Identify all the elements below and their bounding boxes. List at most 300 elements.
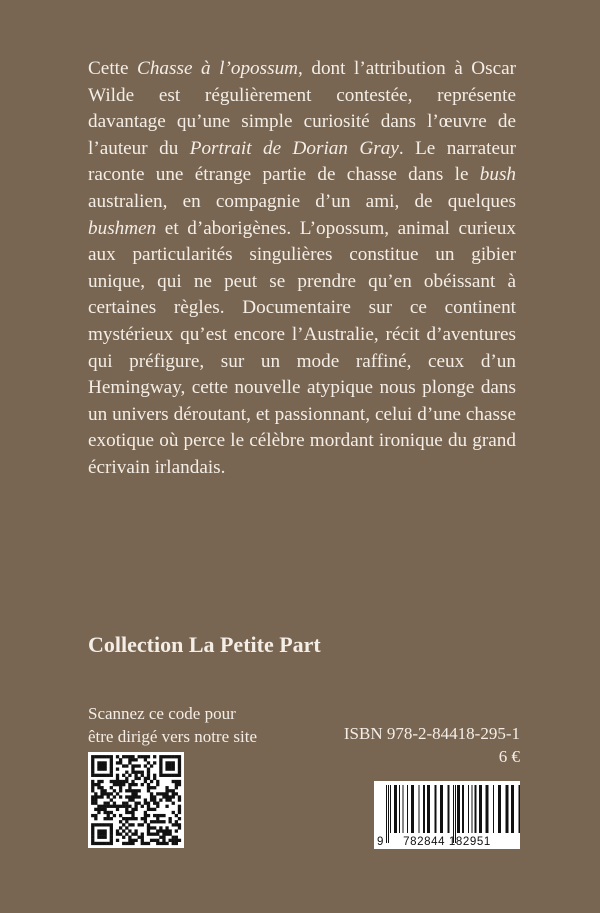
qr-module xyxy=(131,767,134,770)
qr-module xyxy=(110,798,113,801)
qr-module xyxy=(97,829,100,832)
qr-module xyxy=(119,758,122,761)
qr-module xyxy=(100,836,103,839)
qr-module xyxy=(172,774,175,777)
qr-module xyxy=(134,758,137,761)
qr-module xyxy=(91,780,94,783)
qr-module xyxy=(97,774,100,777)
qr-module xyxy=(97,833,100,836)
qr-module xyxy=(91,767,94,770)
qr-module xyxy=(125,817,128,820)
qr-module xyxy=(94,798,97,801)
qr-module xyxy=(125,764,128,767)
qr-module xyxy=(100,761,103,764)
blurb-text: , dont l’attribution à Oscar Wilde est régulièrement contestée, représente davantage qu’une simple curiosité dans l’œuvre de l’auteur du xyxy=(88,58,517,159)
qr-module xyxy=(172,780,175,783)
qr-module xyxy=(153,826,156,829)
qr-module xyxy=(97,836,100,839)
qr-module xyxy=(122,764,125,767)
qr-module xyxy=(175,842,178,845)
qr-module xyxy=(141,833,144,836)
qr-module xyxy=(122,805,125,808)
qr-module xyxy=(94,783,97,786)
qr-module xyxy=(178,758,181,761)
qr-module xyxy=(122,823,125,826)
qr-module xyxy=(175,823,178,826)
qr-module xyxy=(94,817,97,820)
qr-module xyxy=(122,774,125,777)
qr-module xyxy=(116,833,119,836)
qr-module xyxy=(116,792,119,795)
qr-module xyxy=(165,829,168,832)
qr-module xyxy=(144,758,147,761)
qr-module xyxy=(110,755,113,758)
qr-module xyxy=(159,836,162,839)
barcode-bar xyxy=(386,785,387,843)
blurb-text: australien, en compagnie d’un ami, de quelques xyxy=(88,190,516,212)
qr-module xyxy=(150,808,153,811)
qr-module xyxy=(165,798,168,801)
qr-module xyxy=(162,833,165,836)
qr-module xyxy=(94,814,97,817)
qr-module xyxy=(94,808,97,811)
qr-module xyxy=(107,823,110,826)
qr-module xyxy=(169,761,172,764)
qr-module xyxy=(100,792,103,795)
qr-module xyxy=(128,758,131,761)
qr-module xyxy=(134,829,137,832)
qr-module xyxy=(103,764,106,767)
qr-module xyxy=(159,758,162,761)
qr-module xyxy=(97,808,100,811)
qr-module xyxy=(110,764,113,767)
qr-module xyxy=(153,839,156,842)
qr-module xyxy=(103,823,106,826)
qr-module xyxy=(131,783,134,786)
qr-module xyxy=(165,755,168,758)
qr-module xyxy=(131,792,134,795)
qr-module xyxy=(100,795,103,798)
qr-module xyxy=(165,833,168,836)
qr-module xyxy=(169,829,172,832)
qr-module xyxy=(156,820,159,823)
qr-module xyxy=(125,755,128,758)
qr-module xyxy=(138,789,141,792)
back-cover-blurb xyxy=(88,56,516,482)
barcode-bar xyxy=(468,785,469,833)
qr-module xyxy=(91,833,94,836)
qr-module xyxy=(172,761,175,764)
blurb-text: Cette xyxy=(88,58,138,79)
qr-module xyxy=(147,808,150,811)
barcode-bar xyxy=(506,785,509,833)
qr-module xyxy=(122,842,125,845)
barcode-icon xyxy=(374,781,520,849)
qr-module xyxy=(153,755,156,758)
qr-module xyxy=(175,836,178,839)
qr-module xyxy=(97,764,100,767)
qr-module xyxy=(97,767,100,770)
qr-module xyxy=(150,764,153,767)
qr-module xyxy=(172,839,175,842)
qr-module xyxy=(169,839,172,842)
qr-module xyxy=(116,780,119,783)
barcode-bar xyxy=(457,785,460,833)
qr-module xyxy=(110,826,113,829)
qr-module xyxy=(172,811,175,814)
qr-module xyxy=(103,805,106,808)
qr-module xyxy=(144,764,147,767)
qr-module xyxy=(153,808,156,811)
qr-module xyxy=(141,805,144,808)
qr-module xyxy=(91,786,94,789)
qr-module xyxy=(128,829,131,832)
scan-line-2: être dirigé vers notre site xyxy=(88,727,257,746)
qr-module xyxy=(113,780,116,783)
qr-module xyxy=(122,755,125,758)
qr-module xyxy=(172,795,175,798)
qr-module xyxy=(147,777,150,780)
qr-module xyxy=(159,814,162,817)
qr-module xyxy=(97,783,100,786)
qr-module xyxy=(97,786,100,789)
qr-module xyxy=(100,833,103,836)
qr-module xyxy=(172,789,175,792)
qr-module xyxy=(131,789,134,792)
qr-module xyxy=(128,755,131,758)
qr-module xyxy=(134,774,137,777)
qr-module xyxy=(107,814,110,817)
qr-module xyxy=(113,814,116,817)
qr-module xyxy=(162,836,165,839)
qr-module xyxy=(147,771,150,774)
qr-module xyxy=(107,805,110,808)
qr-module xyxy=(94,795,97,798)
qr-module xyxy=(128,805,131,808)
qr-module xyxy=(141,774,144,777)
qr-code-graphic xyxy=(88,752,184,848)
qr-module xyxy=(144,842,147,845)
qr-module xyxy=(103,802,106,805)
qr-module xyxy=(103,755,106,758)
qr-module xyxy=(172,842,175,845)
qr-module xyxy=(91,761,94,764)
qr-module xyxy=(131,780,134,783)
blurb-term: bush xyxy=(479,164,516,186)
barcode-bar xyxy=(511,785,514,833)
qr-module xyxy=(147,829,150,832)
qr-module xyxy=(144,814,147,817)
qr-module xyxy=(169,774,172,777)
qr-module xyxy=(147,802,150,805)
barcode-bar xyxy=(390,785,391,833)
qr-module xyxy=(100,842,103,845)
qr-module xyxy=(97,811,100,814)
qr-module xyxy=(141,823,144,826)
blurb-text: . Le narrateur raconte une étrange partie de chasse dans le xyxy=(88,137,516,186)
qr-module xyxy=(110,774,113,777)
qr-module xyxy=(153,802,156,805)
qr-module xyxy=(100,786,103,789)
qr-module xyxy=(159,767,162,770)
qr-module xyxy=(91,836,94,839)
qr-module xyxy=(94,755,97,758)
qr-module xyxy=(125,820,128,823)
qr-module xyxy=(125,802,128,805)
qr-module xyxy=(119,826,122,829)
qr-module xyxy=(128,798,131,801)
qr-module xyxy=(178,767,181,770)
barcode-digits-row xyxy=(374,836,520,848)
qr-module xyxy=(107,755,110,758)
qr-module xyxy=(150,820,153,823)
qr-module xyxy=(91,783,94,786)
qr-module xyxy=(128,795,131,798)
qr-module xyxy=(100,823,103,826)
qr-module xyxy=(141,839,144,842)
qr-module xyxy=(110,842,113,845)
qr-module xyxy=(122,829,125,832)
qr-module xyxy=(141,842,144,845)
qr-module xyxy=(172,755,175,758)
qr-module xyxy=(144,802,147,805)
qr-module xyxy=(100,789,103,792)
qr-module xyxy=(162,829,165,832)
qr-module xyxy=(178,761,181,764)
qr-module xyxy=(103,792,106,795)
price: 6 € xyxy=(498,747,520,766)
qr-module xyxy=(165,842,168,845)
qr-module xyxy=(138,777,141,780)
qr-module xyxy=(116,774,119,777)
qr-module xyxy=(128,842,131,845)
qr-module xyxy=(113,802,116,805)
qr-module xyxy=(159,764,162,767)
blurb-title: Portrait de Dorian Gray xyxy=(189,137,399,159)
qr-module xyxy=(150,839,153,842)
qr-module xyxy=(110,823,113,826)
scan-instructions xyxy=(88,702,257,748)
qr-module xyxy=(116,777,119,780)
qr-module xyxy=(147,767,150,770)
qr-module xyxy=(91,755,94,758)
qr-module xyxy=(103,842,106,845)
qr-module xyxy=(91,774,94,777)
qr-module xyxy=(165,795,168,798)
qr-module xyxy=(125,826,128,829)
qr-module xyxy=(138,755,141,758)
qr-module xyxy=(94,842,97,845)
qr-module xyxy=(159,798,162,801)
qr-module xyxy=(175,783,178,786)
qr-module xyxy=(110,805,113,808)
qr-module xyxy=(119,795,122,798)
qr-module xyxy=(144,780,147,783)
qr-module xyxy=(131,839,134,842)
qr-module xyxy=(116,755,119,758)
qr-module xyxy=(159,829,162,832)
barcode-bar xyxy=(423,785,425,833)
qr-module xyxy=(103,789,106,792)
qr-module xyxy=(128,823,131,826)
barcode-bar xyxy=(407,785,408,833)
qr-module xyxy=(156,833,159,836)
qr-module xyxy=(91,802,94,805)
qr-module xyxy=(125,780,128,783)
qr-module xyxy=(175,755,178,758)
qr-module xyxy=(125,789,128,792)
qr-module xyxy=(113,805,116,808)
qr-module xyxy=(175,780,178,783)
qr-module xyxy=(172,823,175,826)
qr-module xyxy=(110,792,113,795)
qr-module xyxy=(116,767,119,770)
qr-module xyxy=(156,839,159,842)
qr-module xyxy=(178,783,181,786)
qr-module xyxy=(97,780,100,783)
qr-module xyxy=(175,774,178,777)
qr-module xyxy=(125,795,128,798)
qr-module xyxy=(159,842,162,845)
qr-module xyxy=(147,755,150,758)
qr-module xyxy=(150,833,153,836)
qr-module xyxy=(175,786,178,789)
qr-module xyxy=(128,761,131,764)
qr-module xyxy=(119,783,122,786)
qr-module xyxy=(165,805,168,808)
qr-module xyxy=(91,771,94,774)
qr-module xyxy=(169,764,172,767)
collection-name: Collection La Petite Part xyxy=(88,632,321,657)
qr-module xyxy=(100,774,103,777)
qr-module xyxy=(138,795,141,798)
barcode-bar xyxy=(388,785,389,843)
qr-module xyxy=(178,826,181,829)
qr-module xyxy=(165,774,168,777)
qr-module xyxy=(141,771,144,774)
qr-module xyxy=(162,795,165,798)
qr-module xyxy=(100,767,103,770)
qr-module xyxy=(144,755,147,758)
qr-module xyxy=(131,811,134,814)
qr-code-icon[interactable] xyxy=(88,752,184,848)
qr-module xyxy=(178,771,181,774)
qr-module xyxy=(125,777,128,780)
qr-module xyxy=(134,817,137,820)
qr-module xyxy=(91,795,94,798)
qr-module xyxy=(107,774,110,777)
qr-module xyxy=(103,761,106,764)
qr-module xyxy=(134,808,137,811)
qr-module xyxy=(110,771,113,774)
qr-module xyxy=(147,783,150,786)
blurb-text: et d’aborigènes. L’opossum, animal curieux aux particularités singulières constitue un gibier unique, qui ne peut se prendre qu’en obéissant à certaines règles. Documentaire sur ce continent mystérieux qu’est encore l’Australie, récit d’aventures qui préfigure, sur un mode raffiné, ceux d’un Hemingway, cette nouvelle atypique nous plonge dans un univers déroutant, et passionnant, celui d’une chasse exotique où perce le célèbre mordant ironique du grand écrivain irlandais. xyxy=(88,217,516,478)
qr-module xyxy=(125,808,128,811)
qr-module xyxy=(172,836,175,839)
qr-module xyxy=(100,780,103,783)
qr-module xyxy=(153,786,156,789)
qr-module xyxy=(150,798,153,801)
qr-module xyxy=(131,771,134,774)
barcode-bar xyxy=(462,785,464,833)
qr-module xyxy=(153,820,156,823)
qr-module xyxy=(134,777,137,780)
qr-module xyxy=(162,774,165,777)
qr-module xyxy=(91,826,94,829)
qr-module xyxy=(116,808,119,811)
qr-module xyxy=(153,798,156,801)
qr-module xyxy=(103,836,106,839)
qr-module xyxy=(107,817,110,820)
qr-module xyxy=(144,798,147,801)
qr-module xyxy=(134,802,137,805)
qr-module xyxy=(147,805,150,808)
qr-module xyxy=(97,795,100,798)
qr-module xyxy=(134,771,137,774)
qr-module xyxy=(91,839,94,842)
qr-module xyxy=(103,808,106,811)
qr-module xyxy=(138,764,141,767)
barcode-bar xyxy=(419,785,420,833)
qr-module xyxy=(159,826,162,829)
qr-module xyxy=(159,761,162,764)
qr-module xyxy=(131,808,134,811)
qr-module xyxy=(125,771,128,774)
qr-module xyxy=(178,795,181,798)
qr-module xyxy=(178,823,181,826)
qr-module xyxy=(141,836,144,839)
qr-module xyxy=(131,817,134,820)
qr-module xyxy=(172,792,175,795)
barcode-first-digit: 9 xyxy=(377,836,384,848)
qr-module xyxy=(153,795,156,798)
qr-module xyxy=(138,802,141,805)
qr-module xyxy=(103,833,106,836)
qr-module xyxy=(144,777,147,780)
qr-module xyxy=(147,814,150,817)
qr-module xyxy=(156,802,159,805)
qr-module xyxy=(116,783,119,786)
qr-module xyxy=(91,814,94,817)
qr-module xyxy=(94,802,97,805)
qr-module xyxy=(128,786,131,789)
qr-module xyxy=(178,780,181,783)
qr-module xyxy=(122,836,125,839)
qr-module xyxy=(128,811,131,814)
qr-module xyxy=(103,811,106,814)
qr-module xyxy=(165,826,168,829)
qr-module xyxy=(134,783,137,786)
blurb-title: Chasse à l’opossum xyxy=(137,58,299,79)
qr-module xyxy=(175,820,178,823)
qr-module xyxy=(119,780,122,783)
qr-module xyxy=(169,767,172,770)
qr-module xyxy=(159,771,162,774)
qr-module xyxy=(178,755,181,758)
barcode-bar xyxy=(519,785,521,833)
qr-module xyxy=(110,839,113,842)
qr-module xyxy=(144,820,147,823)
barcode-bar xyxy=(411,785,414,833)
qr-module xyxy=(165,789,168,792)
qr-module xyxy=(156,817,159,820)
barcode-bar xyxy=(440,785,443,833)
barcode-bar xyxy=(394,785,397,833)
qr-module xyxy=(156,805,159,808)
qr-module xyxy=(103,767,106,770)
qr-module xyxy=(169,820,172,823)
barcode-bar xyxy=(453,785,454,843)
